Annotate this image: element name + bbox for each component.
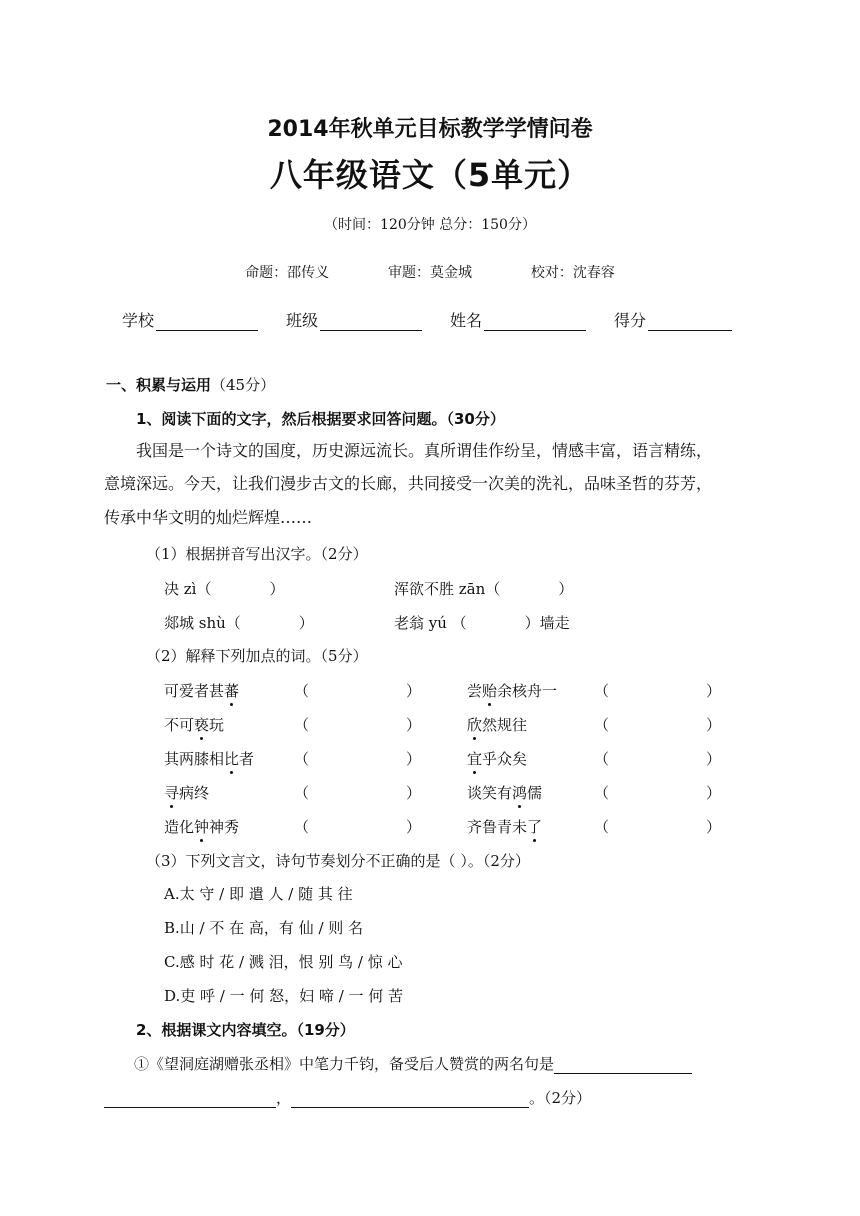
student-info <box>122 308 760 331</box>
word-item-right-4: 谈笑有鸿儒 <box>467 784 543 802</box>
paren-open: （ <box>594 750 610 768</box>
paren-close: ） <box>406 818 422 836</box>
school-field <box>122 308 258 331</box>
paren-close: ） <box>406 716 422 734</box>
pinyin-item-4: 老翁 yú （ ）墙走 <box>394 614 570 632</box>
word-item-left-4: 寻病终 <box>164 784 210 802</box>
section-title: 一、积累与运用 <box>106 376 212 394</box>
answer-blank-2[interactable] <box>104 1089 276 1108</box>
option-b: B.山 / 不 在 高，有 仙 / 则 名 <box>164 919 364 937</box>
paren-close: ） <box>406 784 422 802</box>
reviewer: 审题：莫金城 <box>388 265 472 281</box>
score-field <box>614 308 732 331</box>
proofreader: 校对：沈春容 <box>530 265 615 281</box>
passage-line-1: 我国是一个诗文的国度，历史源远流长。真所谓佳作纷呈，情感丰富，语言精练， <box>136 441 713 460</box>
answer-blank-3[interactable] <box>291 1089 529 1108</box>
paren-close: ） <box>706 750 722 768</box>
time-info: （时间：120分钟 总分：150分） <box>324 217 536 233</box>
class-label: 班级 <box>286 311 319 330</box>
comma: ， <box>276 1089 292 1107</box>
question-2-title: 2、根据课文内容填空。（19分） <box>136 1021 355 1039</box>
paren-close: ） <box>406 750 422 768</box>
paren-open: （ <box>294 784 310 802</box>
exam-title: 2014年秋单元目标教学学情问卷 <box>267 117 593 142</box>
fill-item-1-text: ①《望洞庭湖赠张丞相》中笔力千钧，备受后人赞赏的两名句是 <box>134 1055 555 1073</box>
authors-line <box>0 262 860 282</box>
paren-open: （ <box>294 682 310 700</box>
answer-blank-1[interactable] <box>554 1055 692 1074</box>
class-field <box>286 308 422 331</box>
section-heading <box>106 374 275 395</box>
fill-item-1 <box>134 1053 692 1074</box>
part-1-title: （1）根据拼音写出汉字。（2分） <box>146 545 368 563</box>
score-blank[interactable] <box>648 312 732 331</box>
passage-line-2: 意境深远。今天，让我们漫步古文的长廊，共同接受一次美的洗礼，品味圣哲的芬芳， <box>104 474 713 493</box>
points-note: 。（2分） <box>529 1089 592 1107</box>
word-item-right-2: 欣然规往 <box>467 716 528 734</box>
fill-item-1-line-2 <box>104 1087 591 1108</box>
school-label: 学校 <box>122 311 155 330</box>
name-blank[interactable] <box>484 312 586 331</box>
paren-open: （ <box>294 750 310 768</box>
word-item-left-3: 其两膝相比者 <box>164 750 255 768</box>
word-item-left-2: 不可亵玩 <box>164 716 225 734</box>
name-label: 姓名 <box>450 311 483 330</box>
score-label: 得分 <box>614 311 647 330</box>
part-3-title: （3）下列文言文，诗句节奏划分不正确的是（ ）。（2分） <box>146 852 530 870</box>
word-item-left-1: 可爱者甚蕃 <box>164 682 240 700</box>
option-c: C.感 时 花 / 溅 泪，恨 别 鸟 / 惊 心 <box>164 953 403 971</box>
school-blank[interactable] <box>156 312 258 331</box>
word-item-right-1: 尝贻余核舟一 <box>467 682 558 700</box>
exam-subtitle: 八年级语文（5单元） <box>269 156 591 194</box>
pinyin-item-1: 决 zì（ ） <box>164 580 285 598</box>
paren-open: （ <box>294 818 310 836</box>
paren-open: （ <box>294 716 310 734</box>
option-a: A.太 守 / 即 遣 人 / 随 其 往 <box>164 885 353 903</box>
name-field <box>450 308 586 331</box>
paren-close: ） <box>706 784 722 802</box>
part-2-title: （2）解释下列加点的词。（5分） <box>146 647 368 665</box>
pinyin-item-3: 郯城 shù（ ） <box>164 614 314 632</box>
section-points: （45分） <box>211 376 276 394</box>
word-item-right-5: 齐鲁青未了 <box>467 818 543 836</box>
word-item-left-5: 造化钟神秀 <box>164 818 240 836</box>
paren-close: ） <box>406 682 422 700</box>
paren-open: （ <box>594 784 610 802</box>
pinyin-item-2: 浑欲不胜 zān（ ） <box>394 580 574 598</box>
paren-close: ） <box>706 682 722 700</box>
paren-open: （ <box>594 818 610 836</box>
passage-line-3: 传承中华文明的灿烂辉煌…… <box>104 508 313 527</box>
question-1-title: 1、阅读下面的文字，然后根据要求回答问题。（30分） <box>136 410 505 428</box>
setter: 命题：邵传义 <box>245 265 330 281</box>
paren-open: （ <box>594 716 610 734</box>
option-d: D.吏 呼 / 一 何 怒，妇 啼 / 一 何 苦 <box>164 987 404 1005</box>
word-item-right-3: 宜乎众矣 <box>467 750 528 768</box>
paren-close: ） <box>706 716 722 734</box>
paren-open: （ <box>594 682 610 700</box>
class-blank[interactable] <box>320 312 422 331</box>
paren-close: ） <box>706 818 722 836</box>
